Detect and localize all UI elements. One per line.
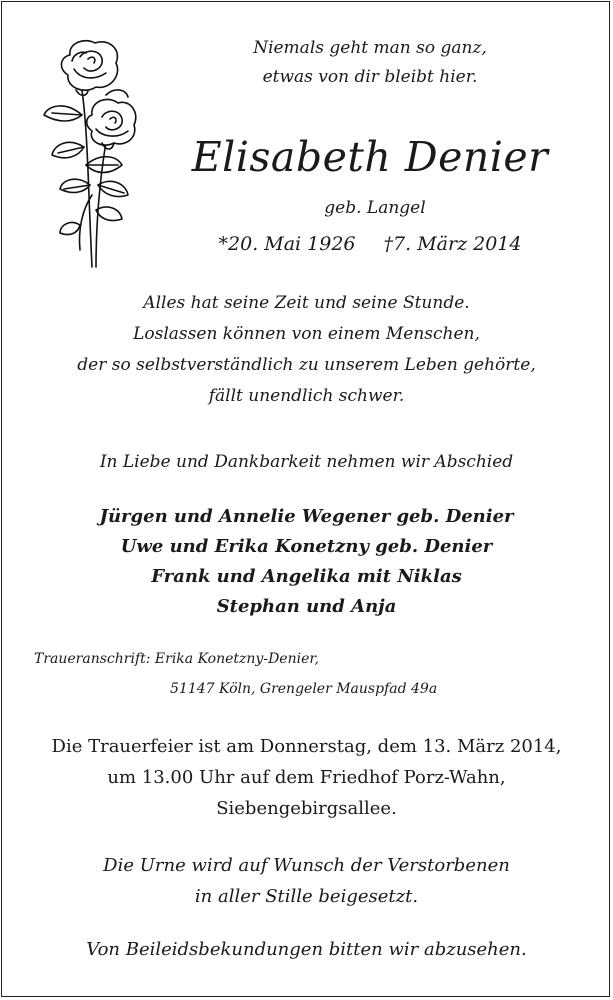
condolences-note: Von Beileidsbekundungen bitten wir abzusehen.	[86, 939, 527, 960]
death-date: †7. März 2014	[383, 233, 522, 255]
family-member: Stephan und Anja	[216, 596, 397, 617]
quote	[40, 288, 573, 412]
family-member: Uwe und Erika Konetzny geb. Denier	[120, 536, 493, 557]
mourning-address-label: Traueranschrift: Erika Konetzny-Denier,	[34, 651, 319, 667]
family-member: Frank und Angelika mit Niklas	[151, 566, 462, 587]
mourning-address: 51147 Köln, Grengeler Mauspfad 49a	[170, 681, 438, 697]
rose-illustration	[30, 35, 140, 270]
urn-line: Die Urne wird auf Wunsch der Verstorbenen	[103, 855, 510, 876]
funeral-line: um 13.00 Uhr auf dem Friedhof Porz-Wahn,	[107, 767, 506, 788]
birth-date: *20. Mai 1926	[218, 233, 356, 255]
quote-line: der so selbstverständlich zu unserem Leben gehörte,	[77, 355, 536, 375]
quote-line: Alles hat seine Zeit und seine Stunde.	[143, 293, 470, 313]
motto	[200, 34, 540, 92]
family-member: Jürgen und Annelie Wegener geb. Denier	[99, 506, 514, 527]
motto-line: Niemals geht man so ganz,	[253, 38, 487, 58]
family-list	[40, 502, 573, 622]
funeral-line: Die Trauerfeier ist am Donnerstag, dem 13. März 2014,	[51, 736, 562, 757]
urn-info	[40, 850, 573, 912]
motto-line: etwas von dir bleibt hier.	[262, 67, 478, 87]
life-dates	[190, 233, 550, 255]
quote-line: fällt unendlich schwer.	[208, 386, 405, 406]
quote-line: Loslassen können von einem Menschen,	[133, 324, 480, 344]
funeral-info	[20, 731, 593, 824]
deceased-name: Elisabeth Denier	[191, 133, 549, 181]
funeral-line: Siebengebirgsallee.	[216, 798, 397, 819]
maiden-name: geb. Langel	[324, 198, 426, 218]
farewell-text: In Liebe und Dankbarkeit nehmen wir Abschied	[99, 452, 514, 472]
urn-line: in aller Stille beigesetzt.	[194, 886, 419, 907]
